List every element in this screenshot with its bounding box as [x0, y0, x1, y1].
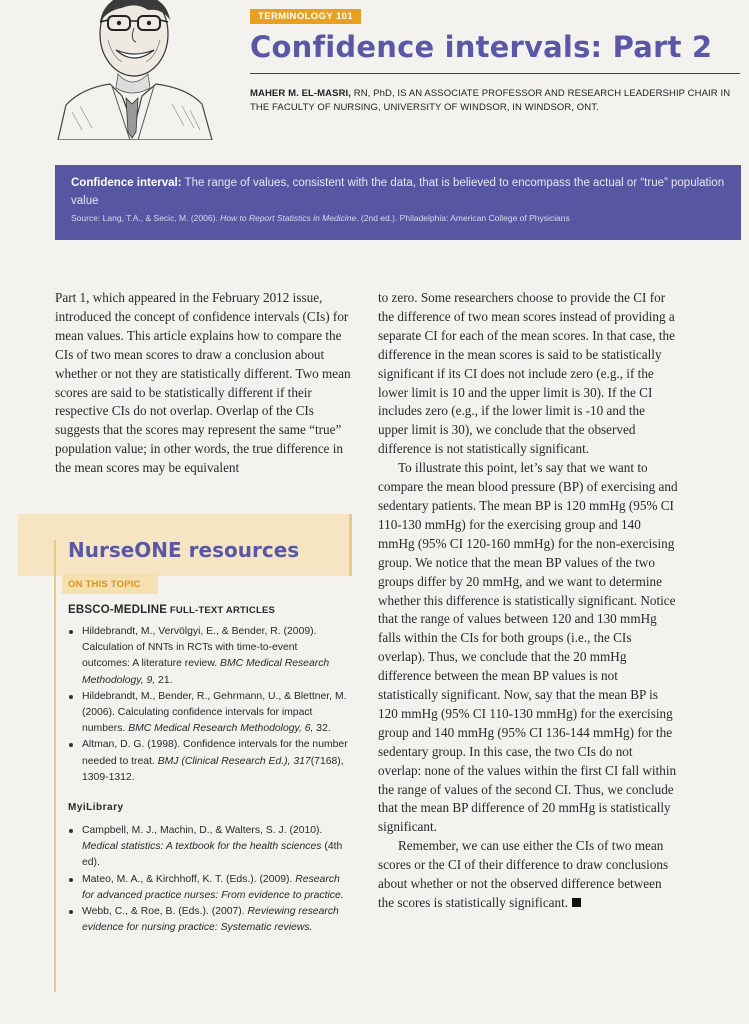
myilibrary-heading: MyiLibrary — [68, 802, 124, 814]
ebsco-list — [68, 624, 348, 786]
intro-paragraph: Part 1, which appeared in the February 2012 issue, introduced the concept of confidence intervals (CIs) for mean values. This article explains how to compare the CIs of two mean scores to draw a conclusion about whether or not they are statistically different. Two mean scores are said to be statistically different if their respective CIs do not overlap. Overlap of the CIs suggests that the scores may represent the same “true” population value; in other words, the true difference in the mean scores may be equivalent — [55, 290, 351, 476]
definition-source — [71, 213, 727, 223]
source-title: How to Report Statistics in Medicine. — [220, 213, 359, 223]
author-portrait — [52, 0, 232, 140]
article-column-left — [55, 289, 353, 478]
terminology-tag: TERMINOLOGY 101 — [250, 9, 361, 24]
nurseone-resources-sidebar — [18, 514, 352, 992]
article-title: Confidence intervals: Part 2 — [250, 30, 713, 64]
paragraph-illustration: To illustrate this point, let’s say that we want to compare the mean blood pressure (BP) of exercising and sedentary patients. The mean BP is 120 mmHg (95% CI 110-130 mmHg) for the exercising group and 140 mmHg (95% CI 120-160 mmHg) for the non-exercising group. We notice that the mean BP values of the two groups differ by 20 mmHg, and we want to determine whether this difference is statistically significant. Notice that the range of values between 120 and 130 mmHg falls within the CIs for both groups (i.e., the CIs overlap). Thus, we conclude that the 20 mmHg difference between the mean BP values is not statistically significant. Now, say that the mean BP is 120 mmHg (95% CI 110-130 mmHg) for the exercising group and 140 mmHg (95% CI 136-144 mmHg) for the sedentary group. In this case, the two CIs do not overlap: none of the values within the first CI fall within the range of values of the second CI. Thus, we conclude that the mean BP difference of 20 mmHg is statistically significant. — [378, 460, 678, 835]
sidebar-header-accent — [349, 514, 352, 576]
author-byline — [250, 87, 745, 115]
end-of-article-mark — [572, 898, 581, 907]
list-item[interactable]: Campbell, M. J., Machin, D., & Walters, S. J. (2010). Medical statistics: A textbook for the health sciences (4th ed). — [68, 823, 348, 872]
sidebar-body — [68, 604, 348, 936]
list-item[interactable]: Hildebrandt, M., Vervölgyi, E., & Bender, R. (2009). Calculation of NNTs in RCTs with time-to-event outcomes: A literature review. BMC Medical Research Methodology, 9, 21. — [68, 624, 348, 689]
paragraph-conclusion — [378, 837, 678, 913]
ebsco-heading-main: EBSCO-MEDLINE — [68, 604, 168, 616]
myilibrary-list — [68, 823, 348, 936]
list-item[interactable]: Webb, C., & Roe, B. (Eds.). (2007). Reviewing research evidence for nursing practice: Systematic reviews. — [68, 904, 348, 936]
article-column-right — [378, 289, 678, 913]
title-divider — [250, 73, 740, 74]
sidebar-title: NurseONE resources — [68, 538, 300, 562]
author-name: MAHER M. EL-MASRI, — [250, 88, 352, 99]
definition-term: Confidence interval: — [71, 177, 182, 189]
sidebar-subtag: ON THIS TOPIC — [62, 574, 158, 594]
ebsco-heading-sub: FULL-TEXT ARTICLES — [167, 605, 276, 616]
definition-box — [55, 165, 741, 240]
list-item[interactable]: Mateo, M. A., & Kirchhoff, K. T. (Eds.). (2009). Research for advanced practice nurses: From evidence to practice. — [68, 872, 348, 904]
author-details: RN, PhD, IS AN ASSOCIATE PROFESSOR AND RESEARCH LEADERSHIP CHAIR IN THE FACULTY OF NURSING, UNIVERSITY OF WINDSOR, IN WINDSOR, ONT. — [250, 88, 731, 113]
source-suffix: (2nd ed.). Philadelphia: American College of Physicians — [358, 213, 570, 223]
source-prefix: Source: Lang, T.A., & Secic, M. (2006). — [71, 213, 221, 223]
sidebar-left-rule — [54, 540, 56, 992]
ebsco-heading — [68, 604, 348, 616]
list-item[interactable]: Hildebrandt, M., Bender, R., Gehrmann, U., & Blettner, M. (2006). Calculating confidence intervals for impact numbers. BMC Medical Research Methodology, 6, 32. — [68, 689, 348, 738]
definition-text — [71, 174, 727, 210]
list-item[interactable]: Altman, D. G. (1998). Confidence intervals for the number needed to treat. BMJ (Clinical Research Ed.), 317(7168), 1309-1312. — [68, 737, 348, 786]
conclusion-text: Remember, we can use either the CIs of two mean scores or the CI of their difference to draw conclusions about whether or not the observed difference between the scores is statistically significant. — [378, 838, 669, 910]
definition-body: The range of values, consistent with the data, that is believed to encompass the actual or “true” population value — [71, 177, 725, 207]
paragraph-continuation: to zero. Some researchers choose to provide the CI for the difference of two mean scores instead of providing a separate CI for each of the mean scores. In that case, the difference in the mean scores is said to be statistically significant if its CI does not include zero (e.g., if the lower limit is 10 and the upper limit is 30). If the CI includes zero (e.g., if the lower limit is -10 and the upper limit is 30), we conclude that the observed difference is not statistically significant. — [378, 290, 675, 457]
